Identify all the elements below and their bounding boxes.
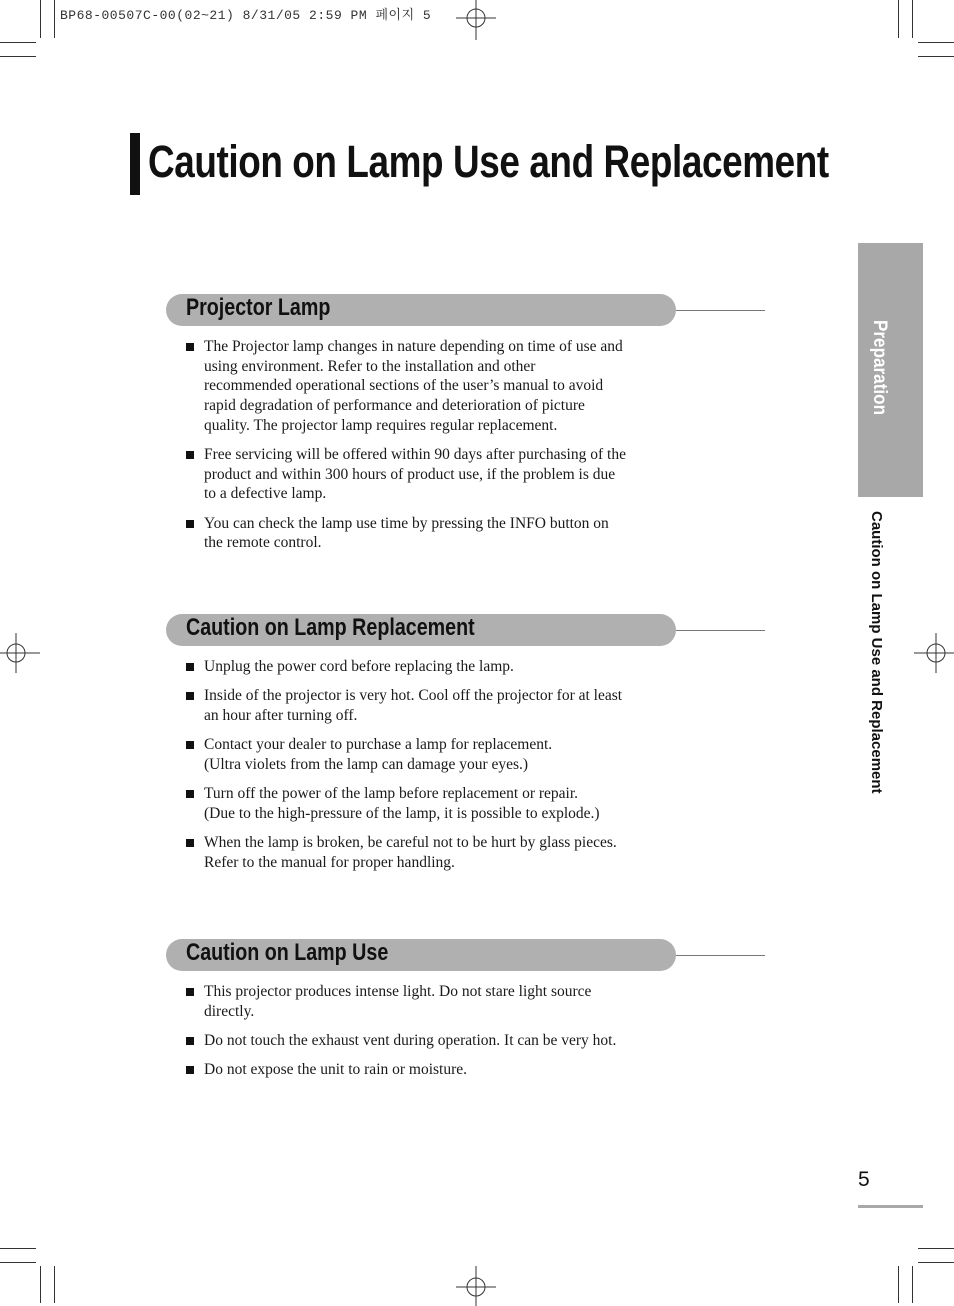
section-side-label: Caution on Lamp Use and Replacement — [868, 511, 885, 794]
page-title: Caution on Lamp Use and Replacement — [148, 136, 829, 187]
bullet-square-icon — [186, 1066, 194, 1074]
section-header-rule — [676, 630, 765, 631]
list-item: The Projector lamp changes in nature depending on time of use and using environment. Refer to the installation and other recommended operational sections of the user’s manual to avoid rapid degradation of performance and deterioration of picture quality. The projector lamp requires regular replacement. — [186, 337, 671, 436]
lamp-replacement-list — [186, 657, 671, 882]
title-accent-bar — [130, 133, 140, 195]
section-header-rule — [676, 310, 765, 311]
list-item: This projector produces intense light. Do not stare light source directly. — [186, 982, 671, 1021]
list-item: Contact your dealer to purchase a lamp for replacement. (Ultra violets from the lamp can damage your eyes.) — [186, 735, 671, 774]
page-number-rule — [858, 1205, 923, 1208]
lamp-use-list — [186, 982, 671, 1089]
list-item: Unplug the power cord before replacing the lamp. — [186, 657, 671, 677]
section-title-projector-lamp: Projector Lamp — [186, 294, 331, 321]
bullet-square-icon — [186, 692, 194, 700]
list-item: Free servicing will be offered within 90 days after purchasing of the product and within 300 hours of product use, if the problem is due to a defective lamp. — [186, 445, 671, 504]
list-item: When the lamp is broken, be careful not to be hurt by glass pieces. Refer to the manual for proper handling. — [186, 833, 671, 872]
bullet-square-icon — [186, 343, 194, 351]
section-title-lamp-replacement: Caution on Lamp Replacement — [186, 614, 475, 641]
bullet-square-icon — [186, 1037, 194, 1045]
registration-mark-icon — [456, 1266, 496, 1306]
bullet-square-icon — [186, 988, 194, 996]
list-item: Do not expose the unit to rain or moisture. — [186, 1060, 671, 1080]
bullet-square-icon — [186, 451, 194, 459]
bullet-square-icon — [186, 520, 194, 528]
registration-mark-icon — [456, 0, 496, 40]
bullet-square-icon — [186, 839, 194, 847]
registration-mark-icon — [0, 633, 40, 673]
list-item: Do not touch the exhaust vent during operation. It can be very hot. — [186, 1031, 671, 1051]
chapter-tab-label: Preparation — [869, 320, 890, 416]
bullet-square-icon — [186, 790, 194, 798]
page-number: 5 — [858, 1168, 870, 1191]
list-item: Inside of the projector is very hot. Cool off the projector for at least an hour after turning off. — [186, 686, 671, 725]
print-header: BP68-00507C-00(02~21) 8/31/05 2:59 PM 페이지 5 — [60, 8, 432, 23]
section-header-rule — [676, 955, 765, 956]
bullet-square-icon — [186, 741, 194, 749]
section-title-lamp-use: Caution on Lamp Use — [186, 939, 389, 966]
bullet-square-icon — [186, 663, 194, 671]
projector-lamp-list — [186, 337, 671, 563]
list-item: Turn off the power of the lamp before replacement or repair. (Due to the high-pressure of the lamp, it is possible to explode.) — [186, 784, 671, 823]
list-item: You can check the lamp use time by pressing the INFO button on the remote control. — [186, 514, 671, 553]
registration-mark-icon — [914, 633, 954, 673]
